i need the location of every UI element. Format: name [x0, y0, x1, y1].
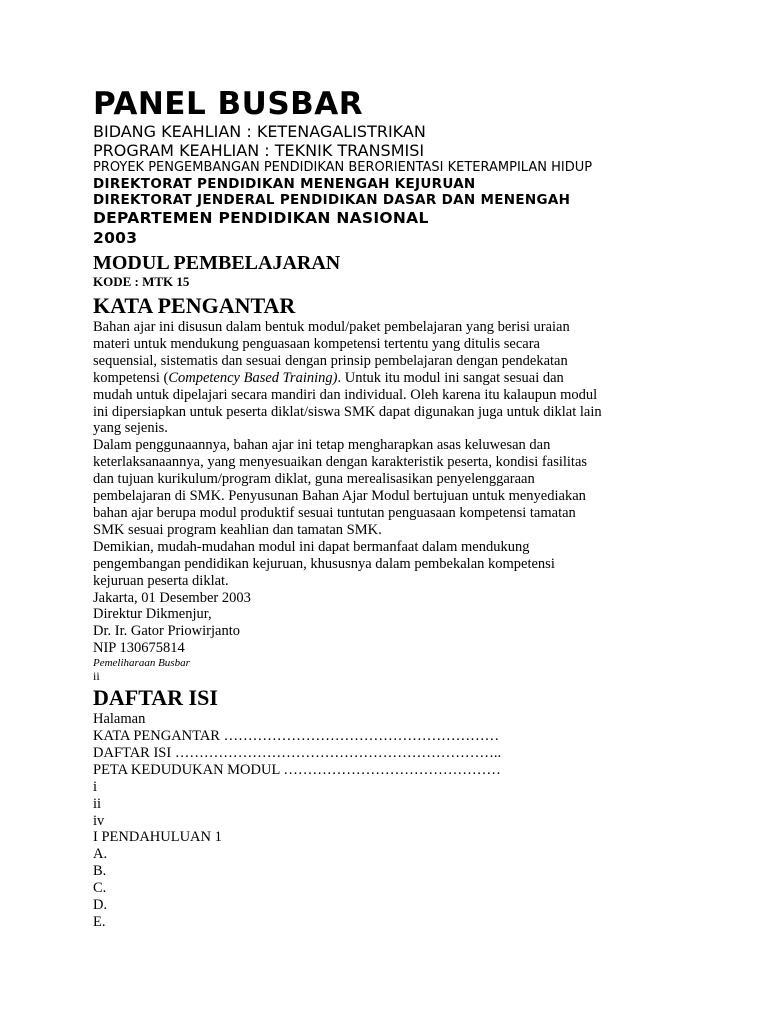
paragraph-line: yang sejenis. [93, 420, 168, 437]
paragraph-line: materi untuk mendukung penguasaan kompetensi tertentu yang ditulis secara [93, 335, 540, 352]
signer-nip: NIP 130675814 [93, 640, 185, 657]
paragraph-line: keterlaksanaannya, yang menyesuaikan dengan karakteristik peserta, kondisi fasilitas [93, 454, 588, 471]
paragraph-line: mudah untuk dipelajari secara mandiri dan individual. Oleh karena itu kalaupun modul [93, 386, 598, 403]
table-of-contents [93, 711, 708, 931]
page-number: ii [93, 669, 100, 684]
paragraph-line [93, 370, 708, 387]
paragraph-line: dan tujuan kurikulum/program diklat, guna merealisasikan penyelenggaraan [93, 471, 535, 488]
italic-term: Competency Based Training) [168, 369, 338, 386]
toc-sub-item[interactable]: B. [93, 863, 107, 880]
document-title: PANEL BUSBAR [93, 86, 364, 122]
place-date: Jakarta, 01 Desember 2003 [93, 589, 251, 606]
toc-sub-item[interactable]: C. [93, 880, 107, 897]
toc-entry[interactable]: DAFTAR ISI ………………………………………………………….. [93, 744, 502, 761]
direktorat-1: DIREKTORAT PENDIDIKAN MENENGAH KEJURUAN [93, 176, 476, 192]
kata-pengantar-body [93, 319, 708, 657]
daftar-isi-heading: DAFTAR ISI [93, 685, 218, 711]
paragraph-line: ini dipersiapkan untuk peserta diklat/siswa SMK dapat digunakan juga untuk diklat lain [93, 403, 602, 420]
program-keahlian: PROGRAM KEAHLIAN : TEKNIK TRANSMISI [93, 141, 425, 160]
text-segment: kompetensi ( [93, 369, 169, 386]
bidang-keahlian: BIDANG KEAHLIAN : KETENAGALISTRIKAN [93, 122, 426, 141]
direktorat-2: DIREKTORAT JENDERAL PENDIDIKAN DASAR DAN MENENGAH [93, 192, 571, 208]
toc-sub-item[interactable]: A. [93, 846, 108, 863]
footer-title: Pemeliharaan Busbar [93, 657, 190, 670]
halaman-label: Halaman [93, 711, 146, 728]
paragraph-line: Demikian, mudah-mudahan modul ini dapat bermanfaat dalam mendukung [93, 538, 530, 555]
year: 2003 [93, 229, 138, 247]
modul-heading: MODUL PEMBELAJARAN [93, 252, 341, 274]
departemen: DEPARTEMEN PENDIDIKAN NASIONAL [93, 209, 429, 227]
paragraph-line: pembelajaran di SMK. Penyusunan Bahan Ajar Modul bertujuan untuk menyediakan [93, 488, 586, 505]
signer-name: Dr. Ir. Gator Priowirjanto [93, 623, 240, 640]
paragraph-line: Dalam penggunaannya, bahan ajar ini tetap mengharapkan asas keluwesan dan [93, 437, 551, 454]
toc-page-number: ii [93, 795, 102, 812]
paragraph-line: pengembangan pendidikan kejuruan, khususnya dalam pembekalan kompetensi [93, 555, 555, 572]
toc-entry[interactable]: KATA PENGANTAR ………………………………………………… [93, 728, 500, 745]
text-segment: . Untuk itu modul ini sangat sesuai dan [337, 369, 564, 386]
toc-entry[interactable]: PETA KEDUDUKAN MODUL ……………………………………… [93, 761, 501, 778]
paragraph-line: SMK sesuai program keahlian dan tamatan SMK. [93, 521, 382, 538]
proyek-text: PROYEK PENGEMBANGAN PENDIDIKAN BERORIENTASI KETERAMPILAN HIDUP [93, 160, 593, 175]
paragraph-line: sequensial, sistematis dan sesuai dengan prinsip pembelajaran dengan pendekatan [93, 352, 568, 369]
paragraph-line: kejuruan peserta diklat. [93, 572, 229, 589]
signer-position: Direktur Dikmenjur, [93, 606, 212, 623]
toc-page-number: iv [93, 812, 105, 829]
paragraph-line: bahan ajar berupa modul produktif sesuai tuntutan penguasaan kompetensi tamatan [93, 504, 576, 521]
toc-sub-item[interactable]: E. [93, 914, 106, 930]
toc-chapter[interactable]: I PENDAHULUAN 1 [93, 829, 222, 846]
paragraph-line: Bahan ajar ini disusun dalam bentuk modul/paket pembelajaran yang berisi uraian [93, 319, 570, 335]
toc-page-number: i [93, 778, 98, 795]
toc-sub-item[interactable]: D. [93, 897, 108, 914]
kode-text: KODE : MTK 15 [93, 274, 190, 289]
kata-pengantar-heading: KATA PENGANTAR [93, 293, 296, 318]
